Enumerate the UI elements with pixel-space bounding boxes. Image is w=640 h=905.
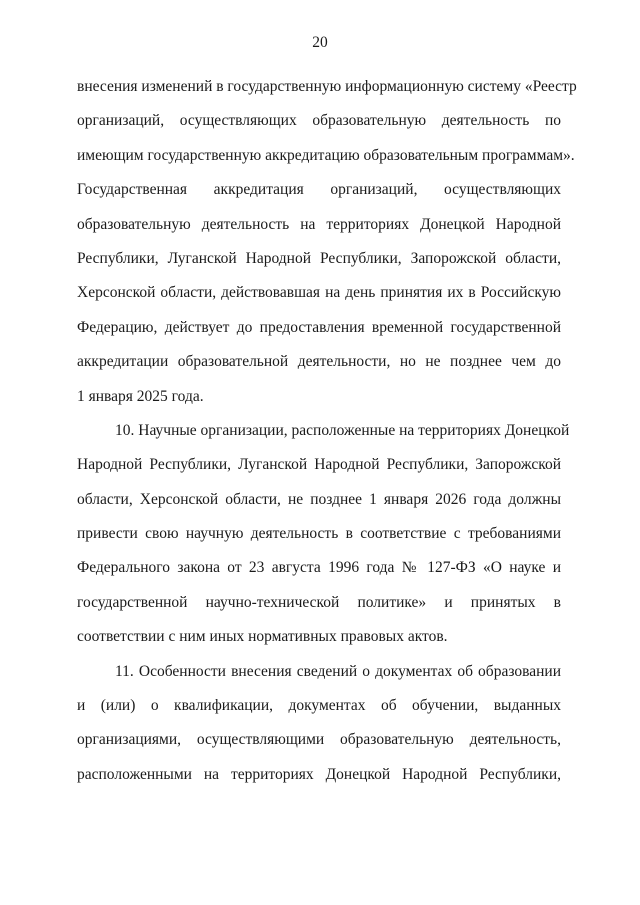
text-line: расположенными на территориях Донецкой Народной Республики, bbox=[77, 765, 561, 783]
text-line: внесения изменений в государственную информационную систему «Реестр bbox=[77, 78, 577, 95]
text-line: области, Херсонской области, не позднее 1 января 2026 года должны bbox=[77, 490, 561, 508]
text-line: организаций, осуществляющих образовательную деятельность по bbox=[77, 112, 561, 130]
text-line: Федерацию, действует до предоставления временной государственной bbox=[77, 318, 561, 336]
text-line: Народной Республики, Луганской Народной Республики, Запорожской bbox=[77, 456, 561, 474]
text-line: организациями, осуществляющими образовательную деятельность, bbox=[77, 731, 561, 749]
text-line: Херсонской области, действовавшая на день принятия их в Российскую bbox=[77, 284, 561, 302]
text-line-last: соответствии с ним иных нормативных правовых актов. bbox=[77, 628, 448, 646]
text-line: привести свою научную деятельность в соответствие с требованиями bbox=[77, 525, 561, 543]
paragraph-11 bbox=[77, 655, 561, 793]
text-line: аккредитации образовательной деятельности, но не позднее чем до bbox=[77, 353, 561, 371]
text-line: Федерального закона от 23 августа 1996 года № 127-ФЗ «О науке и bbox=[77, 559, 561, 577]
text-line: Республики, Луганской Народной Республики, Запорожской области, bbox=[77, 249, 561, 267]
page-number: 20 bbox=[312, 34, 328, 51]
text-line-first: 11. Особенности внесения сведений о документах об образовании bbox=[115, 662, 561, 680]
text-line: государственной научно-технической политике» и принятых в bbox=[77, 593, 561, 611]
text-line: и (или) о квалификации, документах об обучении, выданных bbox=[77, 697, 561, 715]
text-line: Государственная аккредитация организаций, осуществляющих bbox=[77, 181, 561, 199]
paragraph-continuation bbox=[77, 70, 577, 414]
document-body bbox=[77, 70, 577, 792]
text-line-last: 1 января 2025 года. bbox=[77, 387, 204, 405]
text-line: имеющим государственную аккредитацию образовательным программам». bbox=[77, 146, 575, 164]
text-line-first: 10. Научные организации, расположенные на территориях Донецкой bbox=[115, 421, 570, 439]
text-line: образовательную деятельность на территориях Донецкой Народной bbox=[77, 215, 561, 233]
paragraph-10 bbox=[77, 414, 570, 655]
